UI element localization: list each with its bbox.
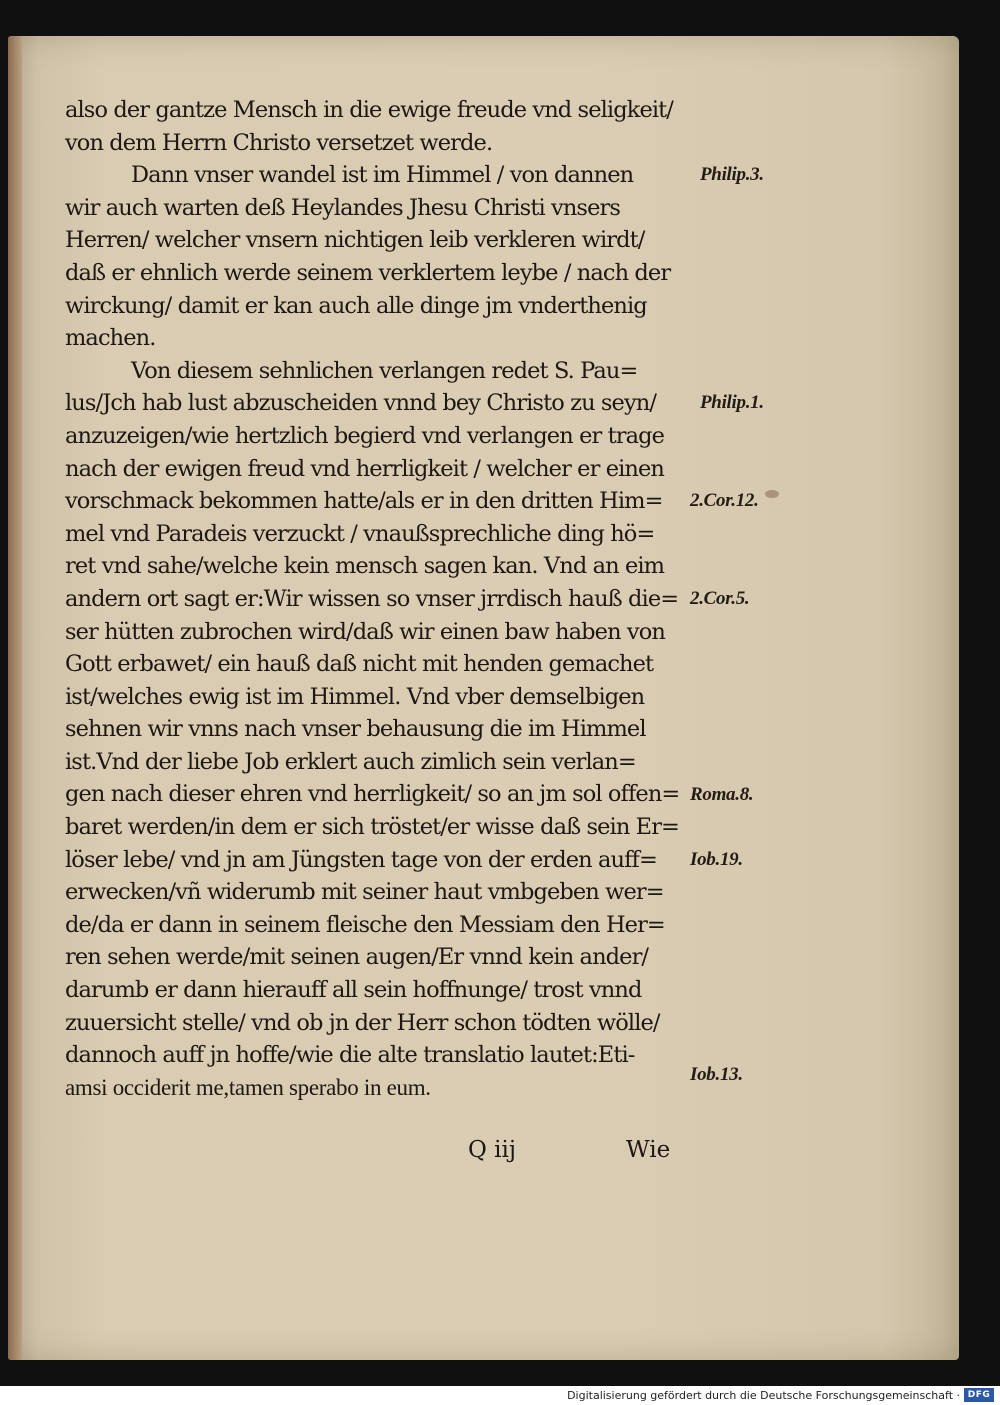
text-line: Herren/ welcher vnsern nichtigen leib verkleren wirdt/ — [65, 227, 645, 254]
text-line: erwecken/vñ widerumb mit seiner haut vmbgeben wer= — [65, 879, 664, 906]
text-line: löser lebe/ vnd jn am Jüngsten tage von der erden auff= — [65, 846, 657, 873]
text-line: gen nach dieser ehren vnd herrligkeit/ so an jm sol offen= — [65, 781, 680, 808]
text-line: ser hütten zubrochen wird/daß wir einen baw haben von — [65, 618, 665, 645]
text-line: darumb er dann hierauff all sein hoffnunge/ trost vnnd — [65, 977, 642, 1004]
margin-note: Iob.13. — [690, 1063, 743, 1085]
text-line: wir auch warten deß Heylandes Jhesu Christi vnsers — [65, 194, 620, 221]
text-line: andern ort sagt er:Wir wissen so vnser jrrdisch hauß die= — [65, 585, 679, 612]
text-line: zuuersicht stelle/ vnd ob jn der Herr schon tödten wölle/ — [65, 1009, 660, 1036]
signature-mark: Q iij — [468, 1137, 517, 1163]
text-line: von dem Herrn Christo versetzet werde. — [65, 129, 493, 156]
text-line: ist/welches ewig ist im Himmel. Vnd vber demselbigen — [65, 683, 645, 710]
margin-note: Philip.1. — [700, 392, 764, 414]
text-line: de/da er dann in seinem fleische den Messiam den Her= — [65, 911, 665, 938]
margin-note: 2.Cor.5. — [690, 588, 750, 609]
text-line: mel vnd Paradeis verzuckt / vnaußsprechliche ding hö= — [65, 520, 655, 547]
margin-note: Iob.19. — [690, 848, 743, 870]
text-line: daß er ehnlich werde seinem verklertem leybe / nach der — [65, 259, 671, 286]
text-line: ren sehen werde/mit seinen augen/Er vnnd kein ander/ — [65, 944, 649, 971]
text-line: Dann vnser wandel ist im Himmel / von dannen — [131, 162, 634, 189]
text-line: dannoch auff jn hoffe/wie die alte translatio lautet:Eti- — [65, 1042, 635, 1069]
text-line: Gott erbawet/ ein hauß daß nicht mit henden gemachet — [65, 651, 654, 678]
text-line: ret vnd sahe/welche kein mensch sagen kan. Vnd an eim — [65, 553, 665, 580]
text-line: sehnen wir vnns nach vnser behausung die im Himmel — [65, 716, 646, 743]
text-line: nach der ewigen freud vnd herrligkeit / welcher er einen — [65, 455, 665, 482]
text-line: machen. — [65, 325, 156, 352]
footer-bar — [0, 1386, 1000, 1405]
margin-note: 2.Cor.12. — [690, 490, 759, 512]
catchword: Wie — [626, 1137, 671, 1163]
text-line: anzuzeigen/wie hertzlich begierd vnd verlangen er trage — [65, 422, 665, 449]
page-binding-edge — [8, 36, 22, 1360]
body-text — [65, 94, 695, 1104]
text-line: also der gantze Mensch in die ewige freude vnd seligkeit/ — [65, 97, 673, 123]
text-line: lus/Jch hab lust abzuscheiden vnnd bey Christo zu seyn/ — [65, 390, 657, 417]
dfg-logo: DFG — [964, 1388, 994, 1402]
margin-note: Philip.3. — [700, 164, 764, 186]
text-line: vorschmack bekommen hatte/als er in den dritten Him= — [65, 488, 663, 515]
text-line: baret werden/in dem er sich tröstet/er wisse daß sein Er= — [65, 814, 679, 841]
text-line: wirckung/ damit er kan auch alle dinge jm vnderthenig — [65, 292, 647, 319]
paper-stain — [765, 490, 779, 498]
margin-note: Roma.8. — [690, 783, 754, 805]
text-line: amsi occiderit me,tamen sperabo in eum. — [65, 1074, 431, 1100]
text-line: ist.Vnd der liebe Job erklert auch zimlich sein verlan= — [65, 748, 636, 775]
funding-credit: Digitalisierung gefördert durch die Deutsche Forschungsgemeinschaft · — [567, 1389, 960, 1402]
text-line: Von diesem sehnlichen verlangen redet S. Pau= — [131, 357, 638, 384]
